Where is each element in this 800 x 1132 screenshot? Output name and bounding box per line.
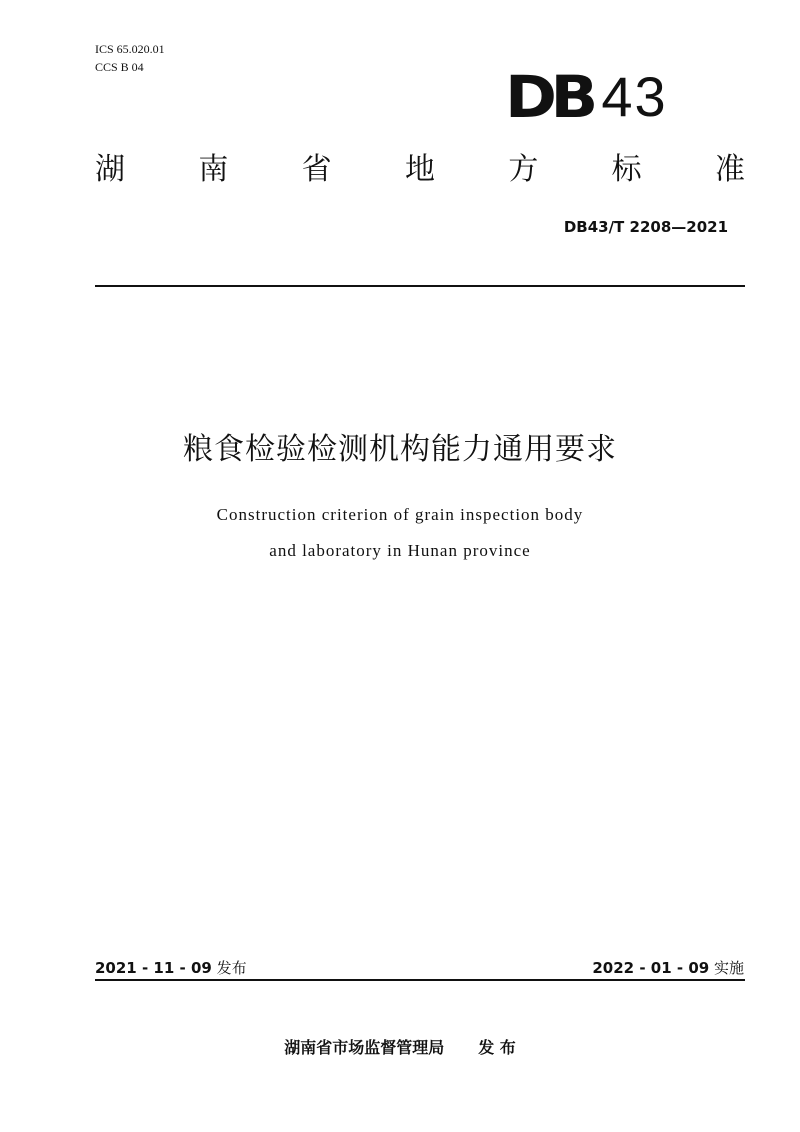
standard-code: DB43/T 2208—2021 <box>563 218 728 236</box>
db-logo <box>505 63 668 131</box>
classification-codes <box>95 40 165 76</box>
standard-type-char: 标 <box>611 152 642 187</box>
standard-type-heading <box>95 148 745 192</box>
implement-date-block <box>592 957 744 978</box>
document-title-zh: 粮食检验检测机构能力通用要求 <box>183 432 617 467</box>
footer-divider <box>95 979 745 981</box>
standard-type-char: 南 <box>198 152 229 187</box>
implement-label: 实施 <box>713 959 744 977</box>
publisher-name: 湖南省市场监督管理局 <box>284 1038 445 1057</box>
standard-type-char: 准 <box>714 152 745 187</box>
db-number: 43 <box>601 65 668 128</box>
standard-type-char: 方 <box>508 152 539 187</box>
issue-date: 2021 - 11 - 09 <box>95 959 212 977</box>
document-title-en-line1: Construction criterion of grain inspection body <box>216 505 584 524</box>
ics-code: ICS 65.020.01 <box>95 42 165 56</box>
standard-type-char: 湖 <box>95 152 125 187</box>
header-divider <box>95 285 745 287</box>
publisher-action: 发 布 <box>478 1038 516 1057</box>
issue-label: 发布 <box>216 959 247 977</box>
standard-type-char: 地 <box>404 152 435 187</box>
issue-date-block <box>95 957 247 978</box>
standard-type-char: 省 <box>301 152 332 187</box>
db-mark: DB <box>505 63 592 131</box>
ccs-code: CCS B 04 <box>95 60 144 74</box>
publisher-line <box>0 1035 800 1058</box>
implement-date: 2022 - 01 - 09 <box>592 959 710 977</box>
document-title-en-line2: and laboratory in Hunan province <box>269 541 531 560</box>
